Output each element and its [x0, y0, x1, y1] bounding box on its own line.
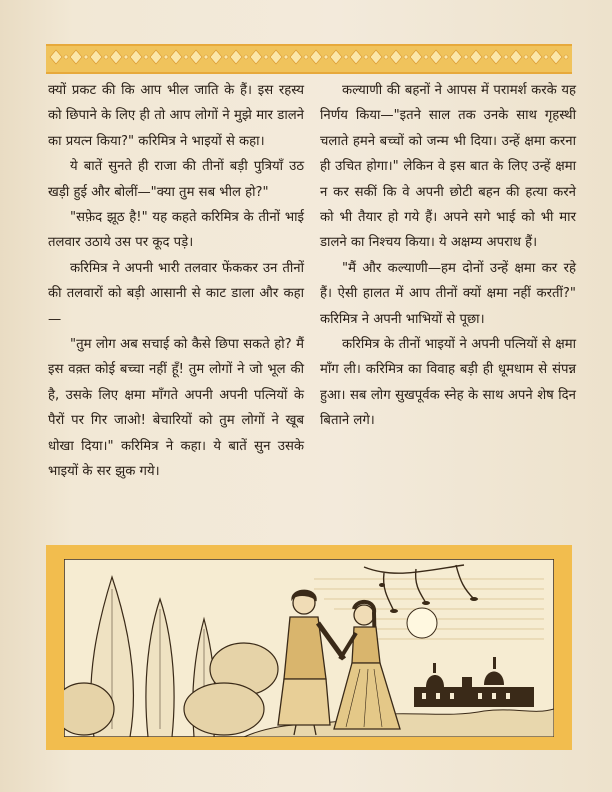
ornament-diamond-icon [110, 50, 122, 64]
ornament-diamond-icon [450, 50, 462, 64]
right-paragraph-3: करिमित्र के तीनों भाइयों ने अपनी पत्नियों से क्षमा माँग ली। करिमित्र का विवाह बड़ी ही धूमधाम से संपन्न हुआ। सब लोग सुखपूर्वक स्नेह के साथ अपने शेष दिन बिताने लगे। [320, 337, 576, 429]
ornament-dot-icon [184, 55, 188, 59]
moon-icon [407, 608, 437, 638]
ornament-dot-icon [164, 55, 168, 59]
ornament-diamond-icon [50, 50, 62, 64]
left-paragraph-3: "सफ़ेद झूठ है!" यह कहते करिमित्र के तीनों भाई तलवार उठाये उस पर कूद पड़े। [48, 210, 304, 251]
ornament-dot-icon [424, 55, 428, 59]
ornament-diamond-icon [70, 50, 82, 64]
decorative-border [46, 44, 572, 74]
ornament-dot-icon [444, 55, 448, 59]
ornament-dot-icon [304, 55, 308, 59]
ornament-dot-icon [544, 55, 548, 59]
ornament-dot-icon [384, 55, 388, 59]
ornament-diamond-icon [310, 50, 322, 64]
ornament-dot-icon [464, 55, 468, 59]
ornament-diamond-icon [250, 50, 262, 64]
ornament-dot-icon [524, 55, 528, 59]
couple-scene-drawing [64, 559, 554, 737]
ornament-dot-icon [284, 55, 288, 59]
ornament-dot-icon [484, 55, 488, 59]
ornament-diamond-icon [430, 50, 442, 64]
ornament-dot-icon [124, 55, 128, 59]
ornament-diamond-icon [190, 50, 202, 64]
ornament-dot-icon [324, 55, 328, 59]
ornament-diamond-icon [150, 50, 162, 64]
story-illustration [46, 545, 572, 750]
ornament-diamond-icon [510, 50, 522, 64]
ornament-dot-icon [564, 55, 568, 59]
ornament-diamond-icon [370, 50, 382, 64]
ornament-dot-icon [344, 55, 348, 59]
right-paragraph-1: कल्याणी की बहनों ने आपस में परामर्श करके यह निर्णय किया—"इतने साल तक उनके साथ गृहस्थी चलाते हमने बच्चों को जन्म भी दिया। उन्हें क्षमा करना ही उचित होगा।" लेकिन वे इस बात के लिए उन्हें क्षमा न कर सकीं कि वे अपनी छोटी बहन की हत्या करने को भी तैयार हो गये हैं। अपने सगे भाई को भी मार डालने का निश्चय किया। ये अक्षम्य अपराध हैं। [320, 83, 576, 251]
ornament-dot-icon [364, 55, 368, 59]
ornament-dot-icon [64, 55, 68, 59]
ornament-diamond-icon [170, 50, 182, 64]
ornament-dot-icon [504, 55, 508, 59]
ornament-dot-icon [224, 55, 228, 59]
ornament-diamond-icon [90, 50, 102, 64]
ornament-diamond-icon [290, 50, 302, 64]
ornament-diamond-icon [130, 50, 142, 64]
ornament-diamond-icon [390, 50, 402, 64]
ornament-diamond-icon [210, 50, 222, 64]
ornament-diamond-icon [230, 50, 242, 64]
left-text-column [48, 78, 304, 485]
ornament-diamond-icon [550, 50, 562, 64]
ornament-diamond-icon [270, 50, 282, 64]
ornament-dot-icon [144, 55, 148, 59]
ornament-dot-icon [404, 55, 408, 59]
ornament-dot-icon [84, 55, 88, 59]
ornament-diamond-icon [350, 50, 362, 64]
left-paragraph-4: करिमित्र ने अपनी भारी तलवार फेंककर उन तीनों की तलवारों को बड़ी आसानी से काट डाला और कहा— [48, 260, 304, 327]
ornament-dot-icon [104, 55, 108, 59]
left-paragraph-2: ये बातें सुनते ही राजा की तीनों बड़ी पुत्रियाँ उठ खड़ी हुई और बोलीं—"क्या तुम सब भील हो?" [48, 159, 304, 200]
right-paragraph-2: "मैं और कल्याणी—हम दोनों उन्हें क्षमा कर रहे हैं। ऐसी हालत में आप तीनों क्यों क्षमा नहीं करतीं?" करिमित्र ने अपनी भाभियों से पूछा। [320, 260, 576, 327]
ornament-diamond-icon [410, 50, 422, 64]
ornament-dot-icon [204, 55, 208, 59]
ornament-diamond-icon [490, 50, 502, 64]
left-paragraph-1: क्यों प्रकट की कि आप भील जाति के हैं। इस रहस्य को छिपाने के लिए ही तो आप लोगों ने मुझे मार डालने का प्रयत्न किया?" करिमित्र ने भाइयों से कहा। [48, 83, 304, 149]
ornament-diamond-icon [470, 50, 482, 64]
ornament-dot-icon [244, 55, 248, 59]
ornament-diamond-icon [530, 50, 542, 64]
left-paragraph-5: "तुम लोग अब सचाई को कैसे छिपा सकते हो? मैं इस वक़्त कोई बच्चा नहीं हूँ! तुम लोगों ने जो भूल की है, उसके लिए क्षमा माँगते अपनी अपनी पत्नियों के पैरों पर गिर जाओ! बेचारियों को तुम लोगों ने खूब धोखा दिया।" करिमित्र ने कहा। ये बातें सुन उसके भाइयों के सर झुक गये। [48, 337, 304, 480]
ornament-dot-icon [264, 55, 268, 59]
right-text-column [320, 78, 576, 434]
ornament-diamond-icon [330, 50, 342, 64]
